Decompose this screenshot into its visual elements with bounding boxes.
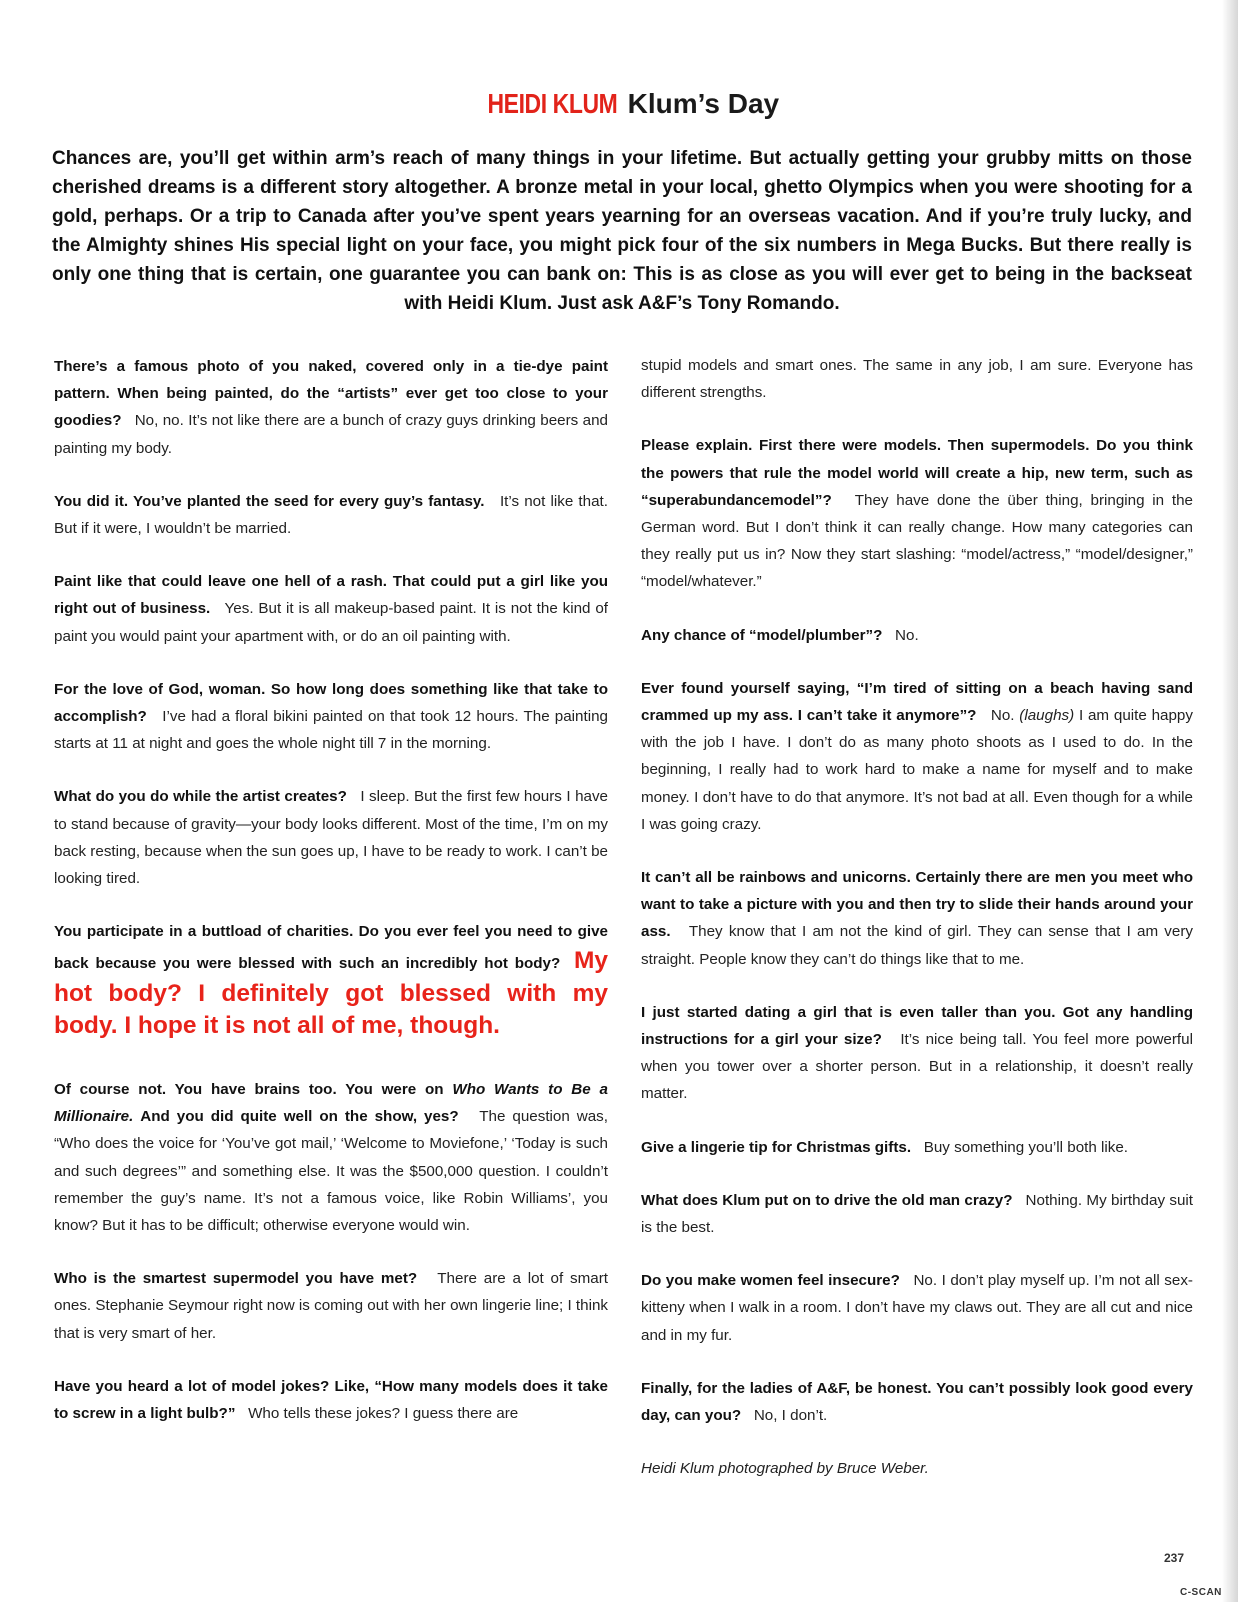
left-column xyxy=(54,353,608,1453)
qa-item xyxy=(54,488,608,542)
qa-item xyxy=(54,918,608,1042)
qa-item xyxy=(54,1373,608,1427)
qa-item xyxy=(641,622,1193,649)
question: You participate in a buttload of charities. Do you ever feel you need to give back because you were blessed with such an incredibly hot body? xyxy=(54,923,608,973)
question: For the love of God, woman. So how long does something like that take to accomplish? xyxy=(54,680,608,726)
intro-paragraph: Chances are, you’ll get within arm’s reach of many things in your lifetime. But actually getting your grubby mitts on those cherished dreams is a different story altogether. A bronze metal in your local, ghetto Olympics when you were shooting for a gold, perhaps. Or a trip to Canada after you’ve spent years yearning for an overseas vacation. And if you’re truly lucky, and the Almighty shines His special light on your face, you might pick four of the six numbers in Mega Bucks. But there really is only one thing that is certain, one guarantee you can bank on: This is as close as you will ever get to being in the backseat with Heidi Klum. Just ask A&F’s Tony Romando. xyxy=(52,148,1192,314)
show-title: Who Wants to Be a Millionaire. xyxy=(54,1081,608,1126)
qa-item xyxy=(641,675,1193,838)
question: Please explain. First there were models. Then supermodels. Do you think the powers that rule the model world will create a hip, new term, such as “superabundancemodel”? xyxy=(641,437,1193,509)
question: And you did quite well on the show, yes? xyxy=(140,1108,459,1126)
answer: They have done the über thing, bringing in the German word. But I don’t think it can really change. How many categories can they really put us in? Now they start slashing: “model/actress,” “model/designer,” “model/whatever.” xyxy=(641,491,1193,591)
answer: There are a lot of smart ones. Stephanie Seymour right now is coming out with her own lingerie line; I think that is very smart of her. xyxy=(54,1270,608,1342)
answer: It’s not like that. But if it were, I wouldn’t be married. xyxy=(54,492,608,538)
answer: Who tells these jokes? I guess there are xyxy=(248,1405,519,1423)
question: You did it. You’ve planted the seed for every guy’s fantasy. xyxy=(54,492,485,510)
question: What does Klum put on to drive the old man crazy? xyxy=(641,1191,1013,1209)
right-column xyxy=(641,352,1193,1509)
page-edge-shadow xyxy=(1222,0,1238,1602)
question: Paint like that could leave one hell of a rash. That could put a girl like you right out of business. xyxy=(54,573,608,618)
question: Give a lingerie tip for Christmas gifts. xyxy=(641,1138,912,1156)
answer: No, I don’t. xyxy=(753,1407,828,1425)
answer: It’s nice being tall. You feel more powerful when you tower over a shorter person. But in a relationship, it doesn’t really matter. xyxy=(641,1031,1193,1103)
page-number: 237 xyxy=(1164,1551,1185,1565)
qa-item xyxy=(641,999,1193,1108)
photo-credit: Heidi Klum photographed by Bruce Weber. xyxy=(641,1460,929,1478)
laughs-aside: (laughs) xyxy=(1019,707,1075,725)
answer: Buy something you’ll both like. xyxy=(923,1138,1129,1156)
qa-item xyxy=(641,1134,1193,1161)
qa-item xyxy=(641,1187,1193,1241)
qa-item xyxy=(641,864,1193,973)
qa-item xyxy=(54,783,608,892)
question: Of course not. You have brains too. You were on xyxy=(54,1081,444,1099)
answer: The question was, “Who does the voice for ‘You’ve got mail,’ ‘Welcome to Moviefone,’ ‘Today is such and such degrees’” and something else. It was the $500,000 question. I couldn’t remember the guy’s name. It’s not a famous voice, like Robin Williams’, you know? But it has to be difficult; otherwise everyone would win. xyxy=(54,1108,608,1235)
pull-quote-answer: My hot body? I definitely got blessed with my body. I hope it is not all of me, though. xyxy=(54,947,608,1039)
answer: They know that I am not the kind of girl. They can sense that I am very straight. People know they can’t do things like that to me. xyxy=(641,923,1193,968)
continued-answer: stupid models and smart ones. The same in any job, I am sure. Everyone has different strengths. xyxy=(641,357,1193,402)
answer: No, no. It’s not like there are a bunch of crazy guys drinking beers and painting my body. xyxy=(54,412,608,457)
question: Any chance of “model/plumber”? xyxy=(641,626,883,644)
subject-name: HEIDI KLUM xyxy=(487,88,618,119)
question: Who is the smartest supermodel you have met? xyxy=(54,1270,418,1288)
question: There’s a famous photo of you naked, covered only in a tie-dye paint pattern. When being painted, do the “artists” ever get too close to your goodies? xyxy=(54,358,608,430)
answer: I am quite happy with the job I have. I don’t do as many photo shoots as I used to do. In the beginning, I really had to work hard to make a name for myself and to make money. I don’t have to do that anymore. It’s not bad at all. Even though for a while I was going crazy. xyxy=(641,707,1193,833)
qa-item xyxy=(641,1375,1193,1429)
question: It can’t all be rainbows and unicorns. Certainly there are men you meet who want to take a picture with you and then try to slide their hands around your ass. xyxy=(641,869,1193,941)
question: Ever found yourself saying, “I’m tired of sitting on a beach having sand crammed up my ass. I can’t take it anymore”? xyxy=(641,679,1193,725)
answer: No. I don’t play myself up. I’m not all sex-kitteny when I walk in a room. I don’t have my claws out. They are all cut and nice and in my fur. xyxy=(641,1272,1193,1344)
article-header xyxy=(0,88,1238,120)
answer: I’ve had a floral bikini painted on that took 12 hours. The painting starts at 11 at night and goes the whole night till 7 in the morning. xyxy=(54,708,608,753)
question: I just started dating a girl that is even taller than you. Got any handling instructions for a girl your size? xyxy=(641,1003,1193,1049)
qa-item xyxy=(54,353,608,462)
answer: Nothing. My birthday suit is the best. xyxy=(641,1191,1193,1237)
question: Do you make women feel insecure? xyxy=(641,1272,900,1290)
qa-item xyxy=(54,568,608,650)
answer-prefix: No. xyxy=(990,707,1015,725)
answer: I sleep. But the first few hours I have to stand because of gravity—your body looks different. Most of the time, I’m on my back resting, because when the sun goes up, I have to be ready to work. I can’t be looking tired. xyxy=(54,788,608,888)
qa-item xyxy=(54,1265,608,1347)
question: Finally, for the ladies of A&F, be honest. You can’t possibly look good every day, can you? xyxy=(641,1379,1193,1425)
answer: No. xyxy=(895,626,919,644)
question: What do you do while the artist creates? xyxy=(54,788,347,806)
question: Have you heard a lot of model jokes? Like, “How many models does it take to screw in a light bulb?” xyxy=(54,1377,608,1423)
qa-item xyxy=(54,1076,608,1239)
qa-item xyxy=(641,432,1193,595)
answer: Yes. But it is all makeup-based paint. It is not the kind of paint you would paint your apartment with, or do an oil painting with. xyxy=(54,600,609,645)
qa-item xyxy=(641,1267,1193,1349)
scan-watermark: C-SCAN xyxy=(1180,1587,1222,1598)
article-title: Klum’s Day xyxy=(627,88,780,119)
qa-item xyxy=(54,676,608,758)
